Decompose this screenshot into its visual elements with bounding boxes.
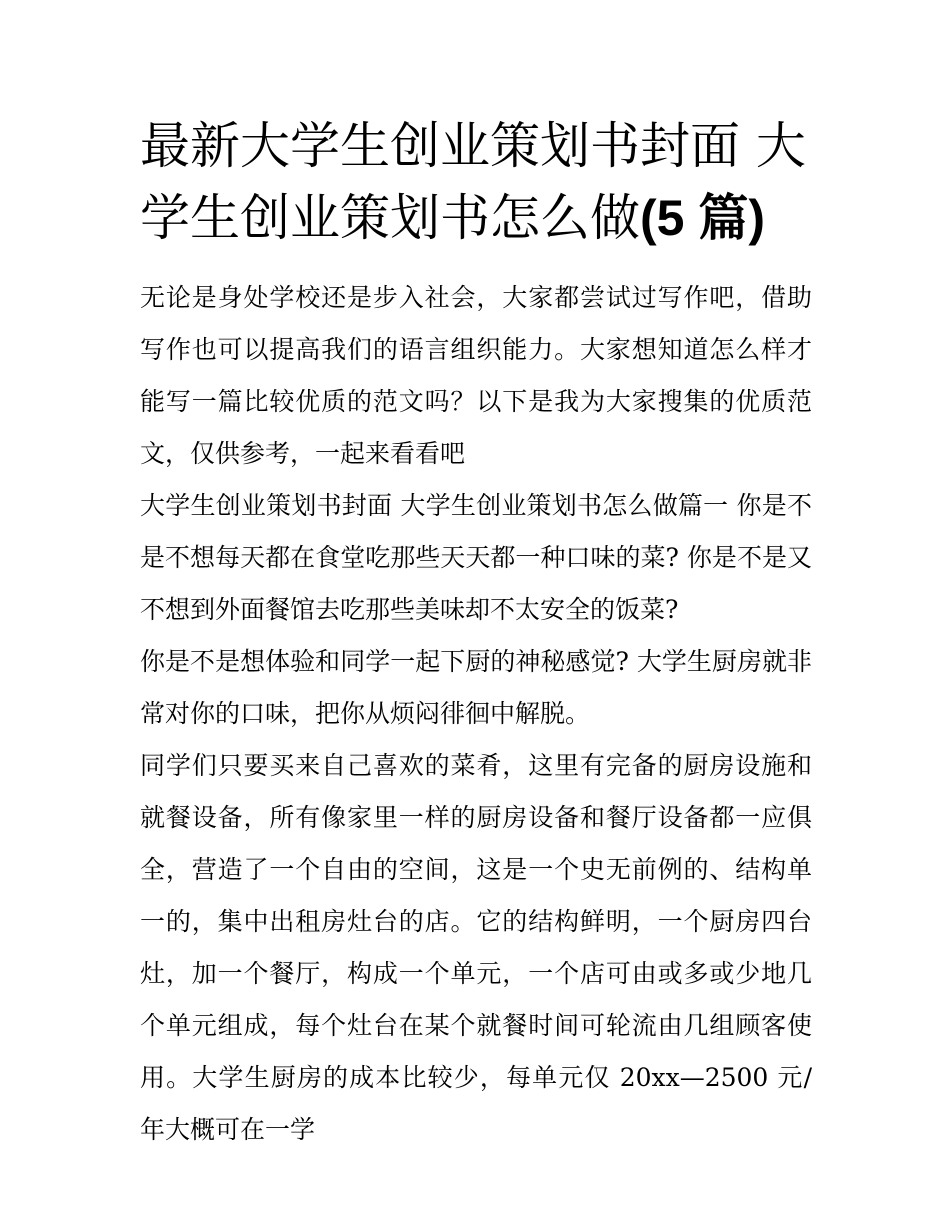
document-content xyxy=(140,110,812,1156)
document-title xyxy=(140,110,812,254)
paragraph-description: 同学们只要买来自己喜欢的菜肴，这里有完备的厨房设施和就餐设备，所有像家里一样的厨房设备和餐厅设备都一应俱全，营造了一个自由的空间，这是一个史无前例的、结构单一的，集中出租房灶台的店。它的结构鲜明，一个厨房四台灶，加一个餐厅，构成一个单元，一个店可由或多或少地几个单元组成，每个灶台在某个就餐时间可轮流由几组顾客使用。大学生厨房的成本比较少，每单元仅 20xx—2500 元/年大概可在一学 xyxy=(140,751,812,1144)
paragraph-experience: 你是不是想体验和同学一起下厨的神秘感觉? 大学生厨房就非常对你的口味，把你从烦闷徘徊中解脱。 xyxy=(140,647,812,728)
document-title-count: (5 篇) xyxy=(640,190,765,246)
document-body xyxy=(140,272,812,1156)
paragraph-section-one: 大学生创业策划书封面 大学生创业策划书怎么做篇一 你是不是不想每天都在食堂吃那些天天都一种口味的菜? 你是不是又不想到外面餐馆去吃那些美味却不太安全的饭菜? xyxy=(140,491,812,624)
paragraph-intro: 无论是身处学校还是步入社会，大家都尝试过写作吧，借助写作也可以提高我们的语言组织能力。大家想知道怎么样才能写一篇比较优质的范文吗？以下是我为大家搜集的优质范文，仅供参考，一起来看看吧 xyxy=(140,283,812,468)
document-title-main: 最新大学生创业策划书封面 大学生创业策划书怎么做 xyxy=(140,117,806,247)
